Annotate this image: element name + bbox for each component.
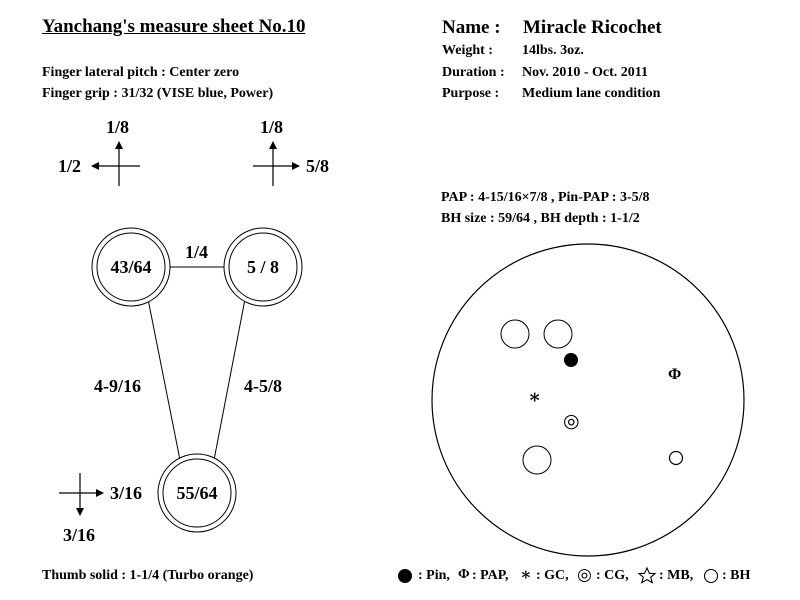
sheet-title: Yanchang's measure sheet No.10	[42, 16, 306, 37]
finger-hole-marker-left	[501, 320, 529, 348]
pin-marker	[564, 353, 578, 367]
duration-label: Duration :	[442, 65, 505, 80]
balance-hole-marker	[670, 452, 683, 465]
legend-bh-icon	[705, 570, 718, 583]
left-span-label: 4-9/16	[94, 376, 141, 396]
gc-marker-icon: ∗	[528, 387, 542, 408]
left-finger-pitch-cross	[92, 142, 140, 186]
left-finger-hole-size: 43/64	[110, 257, 152, 277]
legend-pin-icon	[398, 569, 412, 583]
pap-spec-text: PAP : 4-15/16×7/8 , Pin-PAP : 3-5/8	[441, 190, 650, 205]
thumb-hole-marker	[523, 446, 551, 474]
pap-marker-icon: Φ	[668, 366, 682, 383]
thumb-hole-size: 55/64	[176, 483, 218, 503]
weight-value: 14lbs. 3oz.	[522, 43, 584, 58]
finger-grip-text: Finger grip : 31/32 (VISE blue, Power)	[42, 86, 274, 101]
duration-value: Nov. 2010 - Oct. 2011	[522, 65, 648, 80]
weight-label: Weight :	[442, 43, 493, 58]
ball-outline	[432, 244, 744, 556]
finger-hole-marker-right	[544, 320, 572, 348]
span-line-right	[214, 294, 246, 460]
name-label: Name :	[442, 17, 501, 38]
bh-spec-text: BH size : 59/64 , BH depth : 1-1/2	[441, 211, 640, 226]
name-value: Miracle Ricochet	[523, 17, 662, 38]
legend-pap-icon: Φ	[458, 567, 470, 582]
right-finger-lateral-pitch: 5/8	[306, 156, 330, 176]
right-finger-forward-pitch: 1/8	[260, 117, 284, 137]
finger-pitch-text: Finger lateral pitch : Center zero	[42, 65, 240, 80]
right-finger-pitch-cross	[253, 142, 299, 186]
thumb-solid-text: Thumb solid : 1-1/4 (Turbo orange)	[42, 568, 254, 583]
thumb-forward-pitch: 3/16	[63, 525, 96, 545]
span-line-left	[147, 294, 180, 460]
legend-gc-icon: ∗	[520, 565, 532, 584]
cg-marker-icon: ◎	[563, 411, 580, 432]
left-finger-lateral-pitch: 1/2	[58, 156, 82, 176]
legend-mb-icon	[639, 568, 655, 583]
thumb-pitch-cross	[59, 473, 103, 515]
thumb-lateral-pitch: 3/16	[110, 483, 143, 503]
legend-mb-text: : MB,	[659, 568, 694, 583]
right-finger-hole-size: 5 / 8	[246, 257, 279, 277]
purpose-value: Medium lane condition	[522, 86, 661, 101]
right-span-label: 4-5/8	[244, 376, 282, 396]
legend-cg-text: : CG,	[596, 568, 629, 583]
legend-pin-text: : Pin,	[418, 568, 450, 583]
legend-gc-text: : GC,	[536, 568, 569, 583]
ball-diagram	[432, 244, 744, 556]
legend-pap-text: : PAP,	[472, 568, 509, 583]
left-finger-forward-pitch: 1/8	[106, 117, 130, 137]
legend-cg-icon: ◎	[577, 565, 592, 584]
purpose-label: Purpose :	[442, 86, 500, 101]
bridge-span-label: 1/4	[185, 242, 209, 262]
legend-bh-text: : BH	[722, 568, 751, 583]
